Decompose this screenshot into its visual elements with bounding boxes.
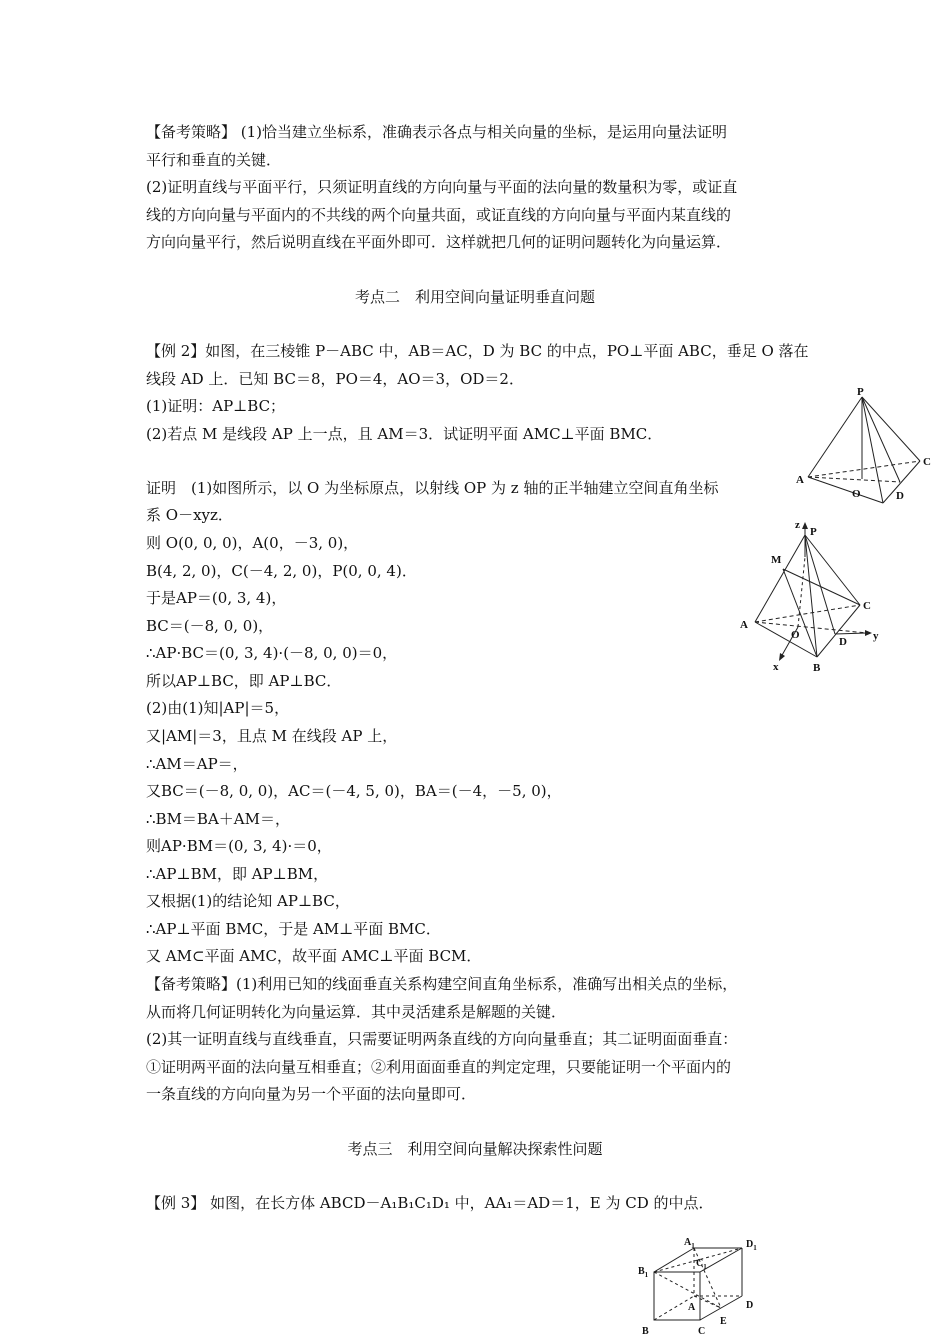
label-c: C [698, 1326, 706, 1337]
proof-line-4: B(4, 2, 0)，C(－4, 2, 0)，P(0, 0, 4)． [146, 562, 417, 580]
label-b: B [813, 662, 821, 674]
label-a: A [688, 1302, 696, 1313]
proof-line-5: 于是AP＝(0, 3, 4)， [146, 589, 287, 607]
label-a1: $A_1$ [684, 1237, 695, 1250]
label-p: P [857, 386, 864, 398]
label-x: x [773, 661, 779, 673]
strategy2-line-3: (2)其一证明直线与直线垂直，只需要证明两条直线的方向向量垂直；其二证明面面垂直： [146, 1030, 738, 1048]
example2-line-2: 线段 AD 上．已知 BC＝8，PO＝4，AO＝3，OD＝2． [146, 370, 524, 388]
proof-line-18: 又 AM⊂平面 AMC，故平面 AMC⊥平面 BCM． [146, 947, 482, 965]
label-z: z [795, 519, 800, 531]
proof-line-6: BC＝(－8, 0, 0)， [146, 617, 274, 635]
label-b: B [642, 1326, 649, 1337]
label-o: O [791, 629, 800, 641]
strategy1-line-5: 方向向量平行，然后说明直线在平面外即可．这样就把几何的证明问题转化为向量运算． [146, 233, 732, 251]
strategy1-line-4: 线的方向向量与平面内的不共线的两个向量共面，或证直线的方向向量与平面内某直线的 [146, 206, 732, 224]
label-c: C [863, 600, 871, 612]
strategy2-line-5: 一条直线的方向向量为另一个平面的法向量即可． [146, 1085, 477, 1103]
proof-line-1: 证明 (1)如图所示，以 O 为坐标原点，以射线 OP 为 z 轴的正半轴建立空间直角坐标 [146, 479, 719, 497]
proof-line-3: 则 O(0, 0, 0)，A(0，－3, 0)， [146, 534, 359, 552]
label-d: D [839, 636, 847, 648]
proof-line-8: 所以AP⊥BC，即 AP⊥BC． [146, 672, 342, 690]
proof-line-12: 又BC＝(－8, 0, 0)，AC＝(－4, 5, 0)，BA＝(－4，－5, 0)， [146, 782, 562, 800]
strategy1-line-2: 平行和垂直的关键． [146, 151, 282, 169]
example2-line-4: (2)若点 M 是线段 AP 上一点，且 AM＝3．试证明平面 AMC⊥平面 BMC． [146, 425, 663, 443]
cuboid-figure [632, 1234, 772, 1338]
proof-line-7: ∴AP·BC＝(0, 3, 4)·(－8, 0, 0)＝0， [146, 644, 398, 662]
example2-line-1: 【例 2】如图，在三棱锥 P－ABC 中，AB＝AC，D 为 BC 的中点，PO⊥平面 ABC，垂足 O 落在 [146, 342, 809, 360]
pyramid-figure-1 [790, 385, 940, 515]
strategy2-line-2: 从而将几何证明转化为向量运算．其中灵活建系是解题的关键． [146, 1003, 567, 1021]
proof-line-15: ∴AP⊥BM，即 AP⊥BM， [146, 865, 329, 883]
label-m: M [771, 554, 782, 566]
proof-line-13: ∴BM＝BA＋AM＝， [146, 810, 290, 828]
example3-line-1: 【例 3】 如图，在长方体 ABCD－A₁B₁C₁D₁ 中，AA₁＝AD＝1，E 为 CD 的中点． [146, 1194, 714, 1212]
label-p: P [810, 526, 817, 538]
label-b1: $B_1$ [638, 1266, 649, 1279]
pyramid-figure-2 [735, 517, 885, 675]
label-d: D [746, 1300, 754, 1311]
section3-title: 考点三 利用空间向量解决探索性问题 [347, 1140, 603, 1158]
strategy2-line-1: 【备考策略】(1)利用已知的线面垂直关系构建空间直角坐标系，准确写出相关点的坐标， [146, 975, 738, 993]
proof-line-11: ∴AM＝AP＝， [146, 755, 248, 773]
label-e: E [720, 1316, 727, 1327]
proof-line-16: 又根据(1)的结论知 AP⊥BC， [146, 892, 350, 910]
label-d1: $D_1$ [746, 1239, 757, 1252]
label-d: D [896, 490, 904, 502]
proof-line-17: ∴AP⊥平面 BMC，于是 AM⊥平面 BMC． [146, 920, 441, 938]
label-a: A [796, 474, 804, 486]
label-a: A [740, 619, 748, 631]
label-c: C [923, 456, 931, 468]
strategy1-line-3: (2)证明直线与平面平行，只须证明直线的方向向量与平面的法向量的数量积为零，或证直 [146, 178, 738, 196]
proof-line-14: 则AP·BM＝(0, 3, 4)·＝0， [146, 837, 332, 855]
example2-line-3: (1)证明：AP⊥BC； [146, 397, 286, 415]
label-o: O [852, 488, 861, 500]
proof-line-2: 系 O－xyz． [146, 506, 233, 524]
label-y: y [873, 630, 879, 642]
proof-line-10: 又|AM|＝3，且点 M 在线段 AP 上， [146, 727, 398, 745]
strategy1-line-1: 【备考策略】 (1)恰当建立坐标系，准确表示各点与相关向量的坐标，是运用向量法证明 [146, 123, 728, 141]
section2-title: 考点二 利用空间向量证明垂直问题 [354, 288, 595, 306]
label-c1: $C_1$ [696, 1258, 707, 1271]
proof-line-9: (2)由(1)知|AP|＝5， [146, 699, 290, 717]
strategy2-line-4: ①证明两平面的法向量互相垂直；②利用面面垂直的判定定理，只要能证明一个平面内的 [146, 1058, 732, 1076]
